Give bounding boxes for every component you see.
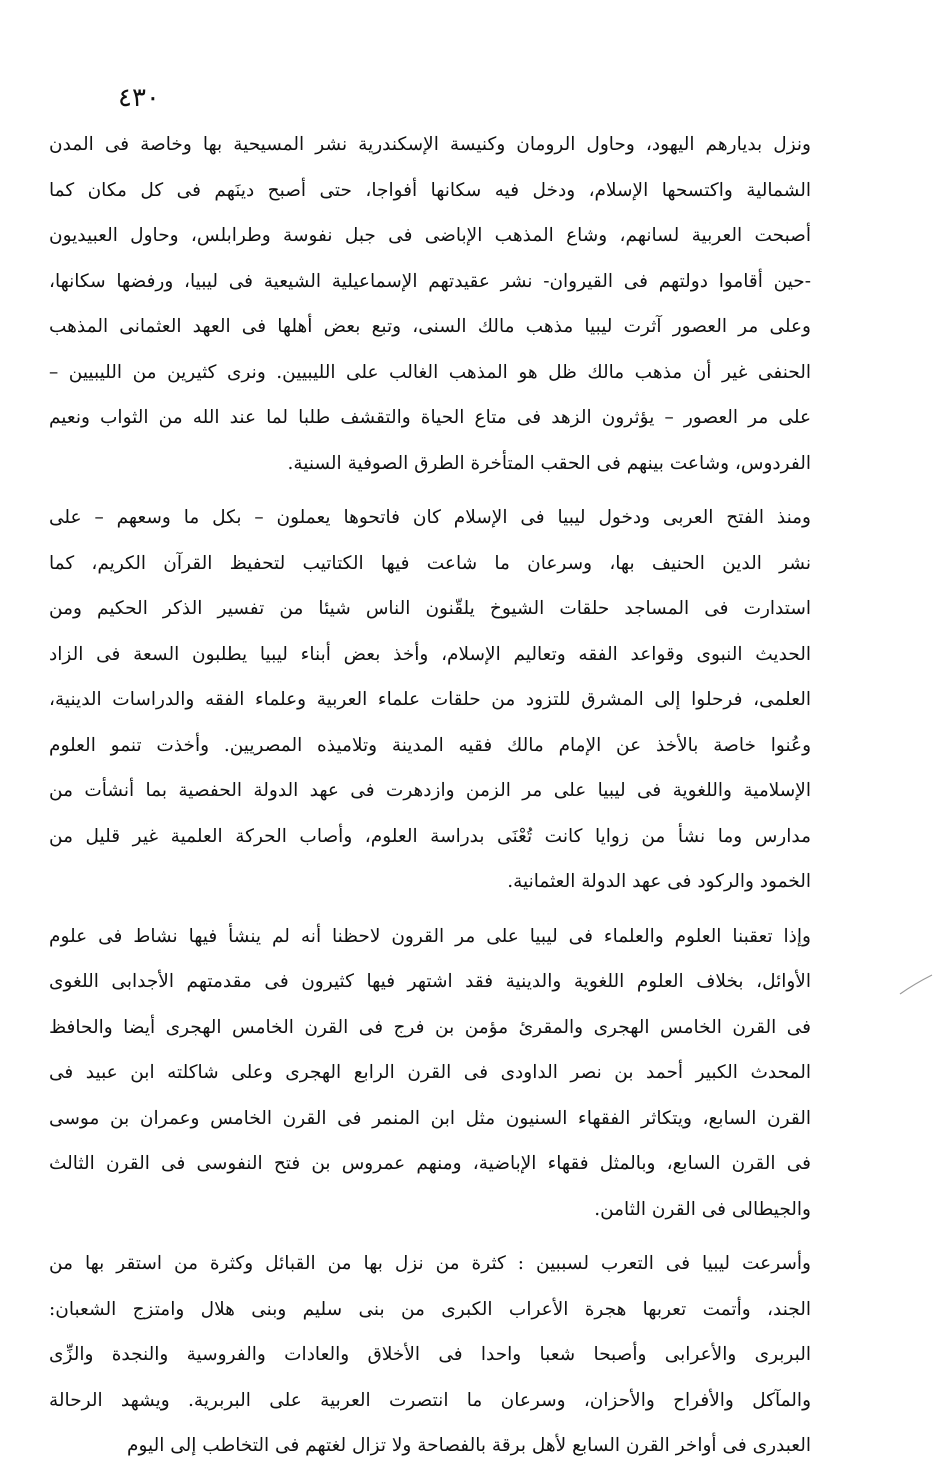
text-line: على مر العصور – يؤثرون الزهد فى متاع الحياة والتقشف طلبا لما عند الله من الثواب ونعيم	[49, 407, 811, 428]
text-line: العبدرى فى أواخر القرن السابع لأهل برقة بالفصاحة ولا تزال لغتهم فى التخاطب إلى اليوم	[126, 1435, 811, 1456]
text-line: مدارس وما نشأ من زوايا كانت تُعْنَى بدراسة العلوم، وأصاب الحركة العلمية غير قليل من	[49, 825, 811, 847]
text-line: -حين أقاموا دولتهم فى القيروان- نشر عقيدتهم الإسماعيلية الشيعية فى ليبيا، ورفضها سكانها،	[49, 270, 811, 292]
paragraph	[49, 914, 811, 1233]
text-line: وأسرعت ليبيا فى التعرب لسببين : كثرة من نزل بها من القبائل وكثرة من استقر بها من	[49, 1253, 811, 1274]
text-line: وعلى مر العصور آثرت ليبيا مذهب مالك السنى، وتبع بعض أهلها فى العهد العثمانى المذهب	[49, 316, 811, 337]
text-line: فى القرن السابع، وبالمثل فقهاء الإباضية، ومنهم عمروس بن فتح النفوسى فى القرن الثالث	[49, 1153, 811, 1174]
text-line: القرن السابع، ويتكاثر الفقهاء السنيون مثل ابن المنمر فى القرن الخامس وعمران بن موسى	[49, 1107, 811, 1129]
text-line: الحنفى غير أن مذهب مالك ظل هو المذهب الغالب على الليبيين. ونرى كثيرين من الليبيين –	[49, 361, 811, 383]
text-line: ومنذ الفتح العربى ودخول ليبيا فى الإسلام كان فاتحوها يعملون – بكل ما وسعهم – على	[49, 507, 811, 528]
text-line: أصبحت العربية لسانهم، وشاع المذهب الإباضى فى جبل نفوسة وطرابلس، وحاول العبيديون	[49, 225, 811, 246]
text-line: ونزل بديارهم اليهود، وحاول الرومان وكنيسة الإسكندرية نشر المسيحية بها وخاصة فى المدن	[49, 134, 811, 155]
text-line: العلمى، فرحلوا إلى المشرق للتزود من حلقات علماء العربية وعلماء الفقه والدراسات الدينية،	[49, 689, 811, 710]
text-line: الفردوس، وشاعت بينهم فى الحقب المتأخرة الطرق الصوفية السنية.	[287, 452, 811, 474]
pencil-margin-mark	[898, 973, 934, 997]
text-line: المحدث الكبير أحمد بن نصر الداودى فى القرن الرابع الهجرى وعلى شاكلته ابن عبيد فى	[49, 1062, 811, 1083]
text-line: والجيطالى فى القرن الثامن.	[594, 1198, 811, 1220]
text-line: الخمود والركود فى عهد الدولة العثمانية.	[507, 871, 811, 892]
text-line: استدارت فى المساجد حلقات الشيوخ يلقّنون الناس شيئا من تفسير الذكر الحكيم ومن	[49, 598, 811, 619]
text-line: والمآكل والأفراح والأحزان، وسرعان ما انتصرت العربية على البربرية. ويشهد الرحالة	[49, 1389, 811, 1411]
text-line: البربرى والأعرابى وأصبحا شعبا واحدا فى الأخلاق والعادات والفروسية والنجدة والزِّى	[49, 1344, 811, 1365]
text-line: وإذا تعقبنا العلوم والعلماء فى ليبيا على مر القرون لاحظنا أنه لم ينشأ فيها نشاط فى علوم	[49, 925, 811, 947]
text-line: وعُنوا خاصة بالأخذ عن الإمام مالك فقيه المدينة وتلاميذه المصريين. وأخذت تنمو العلوم	[49, 734, 811, 756]
text-line: الأوائل، بخلاف العلوم اللغوية والدينية فقد اشتهر فيها كثيرون فى مقدمتهم الأجدابى اللغوى	[49, 971, 811, 992]
body-text	[49, 122, 811, 1478]
text-line: فى القرن الخامس الهجرى والمقرئ مؤمن بن فرج فى القرن الخامس الهجرى أيضا والحافظ	[49, 1016, 811, 1038]
text-line: الحديث النبوى وقواعد الفقه وتعاليم الإسلام، وأخذ بعض أبناء ليبيا يطلبون السعة فى الزاد	[49, 643, 811, 665]
paragraph	[49, 495, 811, 905]
paragraph	[49, 122, 811, 486]
text-line: الجند، وأتمت تعربها هجرة الأعراب الكبرى من بنى سليم وبنى هلال وامتزج الشعبان:	[49, 1298, 811, 1320]
page-number: ٤٣٠	[118, 83, 160, 113]
text-line: الشمالية واكتسحها الإسلام، ودخل فيه سكانها أفواجا، حتى أصبح دينَهم فى كل مكان كما	[49, 179, 811, 201]
paragraph	[49, 1241, 811, 1469]
text-line: نشر الدين الحنيف بها، وسرعان ما شاعت فيها الكتاتيب لتحفيظ القرآن الكريم، كما	[49, 552, 811, 574]
text-line: الإسلامية واللغوية فى ليبيا على مر الزمن وازدهرت فى عهد الدولة الحفصية بما أنشأت من	[49, 780, 811, 801]
